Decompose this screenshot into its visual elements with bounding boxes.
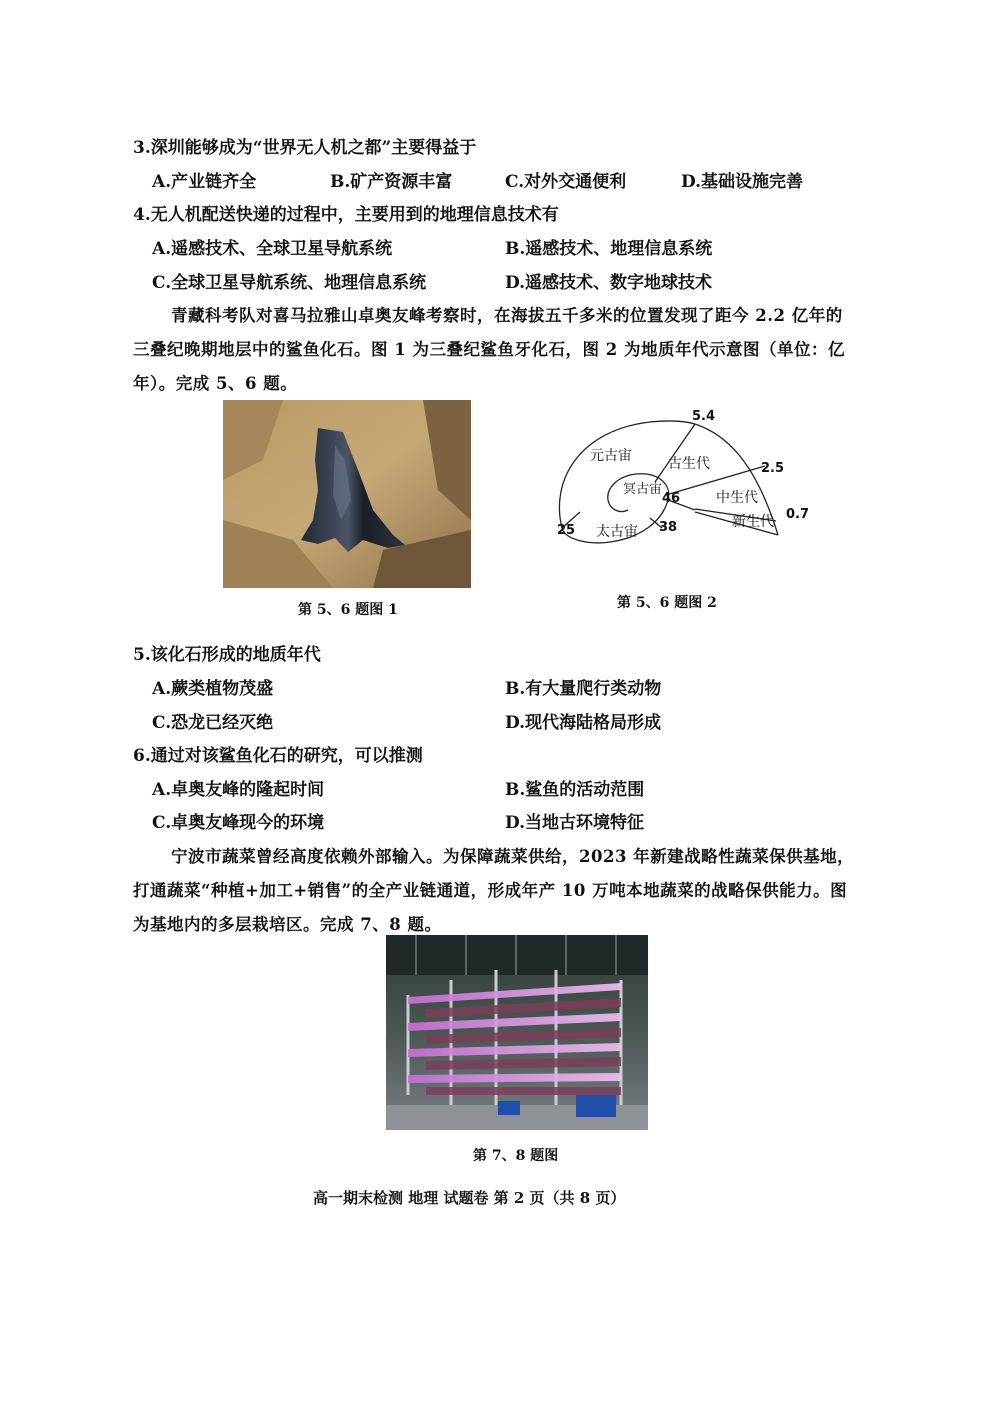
number-2-5: 2.5 <box>761 461 785 476</box>
passage-1-line-2: 三叠纪晚期地层中的鲨鱼化石。图 1 为三叠纪鲨鱼牙化石，图 2 为地质年代示意图（单位：亿 <box>133 340 845 359</box>
question-3-option-d: D.基础设施完善 <box>681 172 804 192</box>
label-hadean: 冥古宙 <box>623 482 663 497</box>
label-archean: 太古宙 <box>596 524 638 540</box>
question-6-option-d: D.当地古环境特征 <box>505 813 645 833</box>
label-paleozoic: 古生代 <box>668 456 710 472</box>
passage-2-line-1: 宁波市蔬菜曾经高度依赖外部输入。为保障蔬菜供给，2023 年新建战略性蔬菜保供基地， <box>171 847 855 866</box>
question-3-stem: 3.深圳能够成为“世界无人机之都”主要得益于 <box>133 138 477 158</box>
shark-tooth-fossil-image <box>223 400 471 588</box>
figure-1-caption: 第 5、6 题图 1 <box>298 602 398 618</box>
label-mesozoic: 中生代 <box>716 490 758 506</box>
question-3-option-c: C.对外交通便利 <box>505 172 627 192</box>
passage-2-line-3: 为基地内的多层栽培区。完成 7、8 题。 <box>133 915 442 934</box>
question-5-option-c: C.恐龙已经灭绝 <box>152 713 274 733</box>
label-cenozoic: 新生代 <box>732 514 774 530</box>
question-4-option-a: A.遥感技术、全球卫星导航系统 <box>152 239 393 259</box>
question-6-option-b: B.鲨鱼的活动范围 <box>505 780 645 800</box>
question-4-option-b: B.遥感技术、地理信息系统 <box>505 239 713 259</box>
number-46: 46 <box>662 491 681 506</box>
question-3-option-b: B.矿产资源丰富 <box>330 172 453 192</box>
boundary-paleozoic-start <box>655 424 695 482</box>
question-6-stem: 6.通过对该鲨鱼化石的研究，可以推测 <box>133 746 423 766</box>
geologic-time-diagram <box>540 400 820 560</box>
multilayer-cultivation-image <box>386 935 648 1130</box>
figure-2-caption: 第 5、6 题图 2 <box>617 595 717 611</box>
question-4-stem: 4.无人机配送快递的过程中，主要用到的地理信息技术有 <box>133 205 559 225</box>
question-3-option-a: A.产业链齐全 <box>152 172 257 192</box>
question-5-option-b: B.有大量爬行类动物 <box>505 679 662 699</box>
label-proterozoic: 元古宙 <box>590 448 632 464</box>
shark-tooth-fossil-photo <box>223 400 471 588</box>
multilayer-cultivation-photo <box>386 935 648 1130</box>
number-25: 25 <box>557 523 576 538</box>
passage-2-line-2: 打通蔬菜“种植+加工+销售”的全产业链通道，形成年产 10 万吨本地蔬菜的战略保供能力。图 <box>133 881 848 900</box>
passage-1-line-3: 年）。完成 5、6 题。 <box>133 374 298 393</box>
question-6-option-a: A.卓奥友峰的隆起时间 <box>152 780 325 800</box>
question-4-option-d: D.遥感技术、数字地球技术 <box>505 273 713 293</box>
question-6-option-c: C.卓奥友峰现今的环境 <box>152 813 325 833</box>
number-0-7: 0.7 <box>786 507 810 522</box>
figure-3-caption: 第 7、8 题图 <box>473 1148 559 1164</box>
question-4-option-c: C.全球卫星导航系统、地理信息系统 <box>152 273 427 293</box>
question-5-option-d: D.现代海陆格局形成 <box>505 713 662 733</box>
passage-1-line-1: 青藏科考队对喜马拉雅山卓奥友峰考察时，在海拔五千多米的位置发现了距今 2.2 亿年的 <box>171 306 843 325</box>
number-38: 38 <box>659 520 678 535</box>
question-5-option-a: A.蕨类植物茂盛 <box>152 679 274 699</box>
number-5-4: 5.4 <box>692 409 716 424</box>
question-5-stem: 5.该化石形成的地质年代 <box>133 645 321 665</box>
page-footer: 高一期末检测 地理 试题卷 第 2 页（共 8 页） <box>313 1189 626 1207</box>
